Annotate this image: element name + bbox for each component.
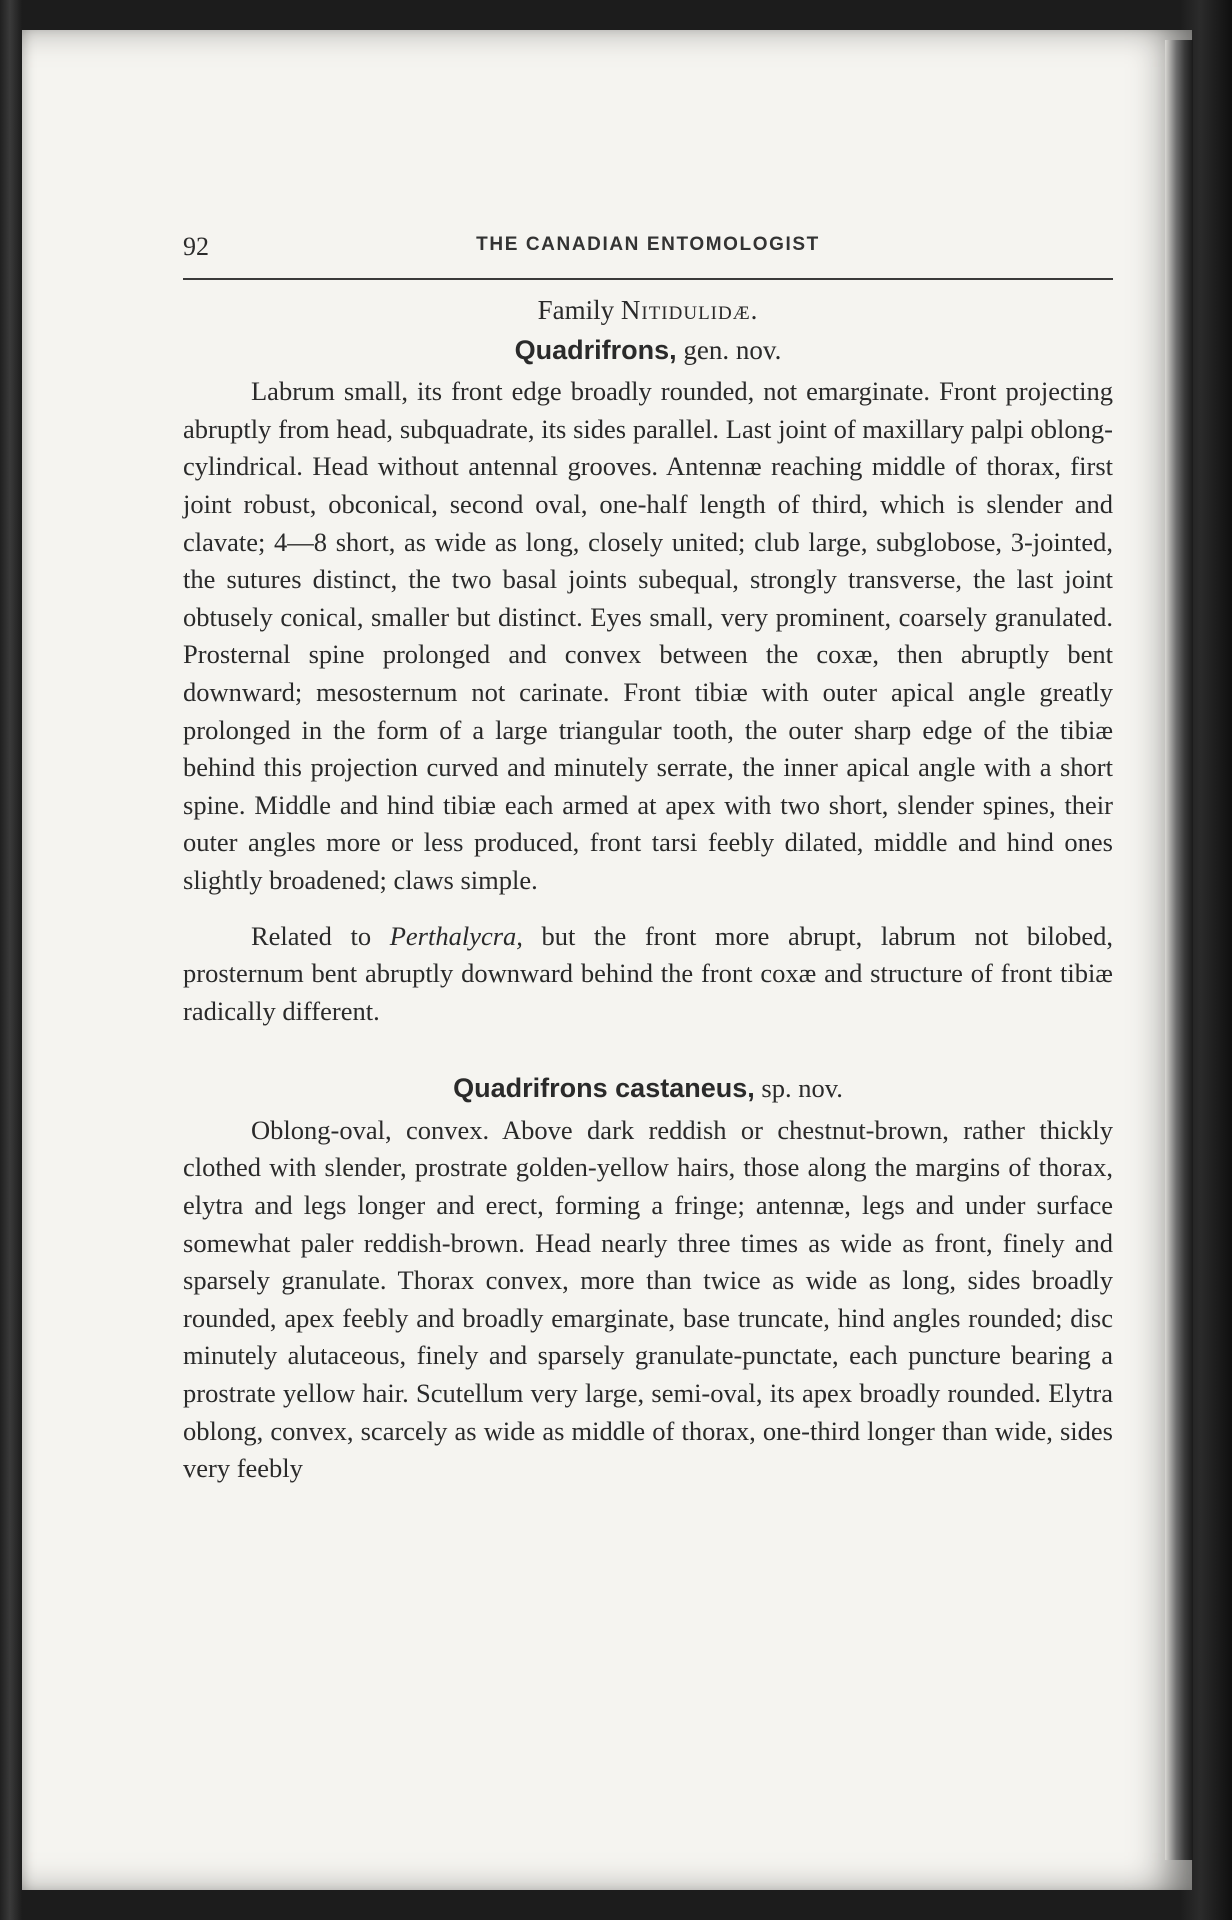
running-head: THE CANADIAN ENTOMOLOGIST bbox=[476, 234, 820, 255]
genus-status: gen. nov. bbox=[683, 334, 782, 365]
related-after: but the front more abrupt, labrum not bilobed, prosternum bent abruptly downward behind the front coxæ and structure of front tibiæ radically different. bbox=[183, 920, 1114, 1026]
header-rule bbox=[183, 278, 1113, 280]
genus-heading bbox=[183, 332, 1113, 370]
related-genus: Perthalycra, bbox=[389, 920, 523, 951]
page-number: 92 bbox=[183, 232, 209, 261]
related-paragraph bbox=[183, 918, 1113, 1031]
related-before: Related to bbox=[251, 920, 372, 951]
species-description: Oblong-oval, convex. Above dark reddish or chestnut-brown, rather thickly clothed with slender, prostrate golden-yellow hairs, those along the margins of thorax, elytra and legs longer and erect, forming a fringe; antennæ, legs and under surface somewhat paler reddish-brown. Head nearly three times as wide as front, finely and sparsely granulate. Thorax convex, more than twice as wide as long, sides broadly rounded, apex feebly and broadly emarginate, base truncate, hind angles rounded; disc minutely alutaceous, finely and sparsely granulate-punctate, each puncture bearing a prostrate yellow hair. Scutellum very large, semi-oval, its apex broadly rounded. Elytra oblong, convex, scarcely as wide as middle of thorax, one-third longer than wide, sides very feebly bbox=[183, 1114, 1113, 1484]
species-status: sp. nov. bbox=[761, 1073, 843, 1104]
genus-name: Quadrifrons, bbox=[514, 334, 677, 365]
genus-description: Labrum small, its front edge broadly rounded, not emarginate. Front projecting abruptly from head, subquadrate, its sides parallel. Last joint of maxillary palpi oblong-cylindrical. Head without antennal grooves. Antennæ reaching middle of thorax, first joint robust, obconical, second oval, one-half length of third, which is slender and clavate; 4—8 short, as wide as long, closely united; club large, subglobose, 3-jointed, the sutures distinct, the two basal joints subequal, strongly transverse, the last joint obtusely conical, smaller but distinct. Eyes small, very prominent, coarsely granulated. Prosternal spine prolonged and convex between the coxæ, then abruptly bent downward; mesosternum not carinate. Front tibiæ with outer apical angle greatly prolonged in the form of a large triangular tooth, the outer sharp edge of the tibiæ behind this projection curved and minutely serrate, the inner apical angle with a short spine. Middle and hind tibiæ each armed at apex with two short, slender spines, their outer angles more or less produced, front tarsi feebly dilated, middle and hind ones slightly broadened; claws simple. bbox=[183, 376, 1113, 895]
article-body bbox=[183, 292, 1113, 1488]
page-gutter-edge bbox=[1165, 40, 1193, 1860]
species-name: Quadrifrons castaneus, bbox=[453, 1073, 755, 1104]
family-heading bbox=[183, 292, 1113, 330]
page-header bbox=[183, 226, 1113, 266]
family-name: Nitidulidæ. bbox=[620, 295, 759, 325]
family-prefix: Family bbox=[537, 295, 615, 325]
species-heading bbox=[183, 1070, 1113, 1108]
